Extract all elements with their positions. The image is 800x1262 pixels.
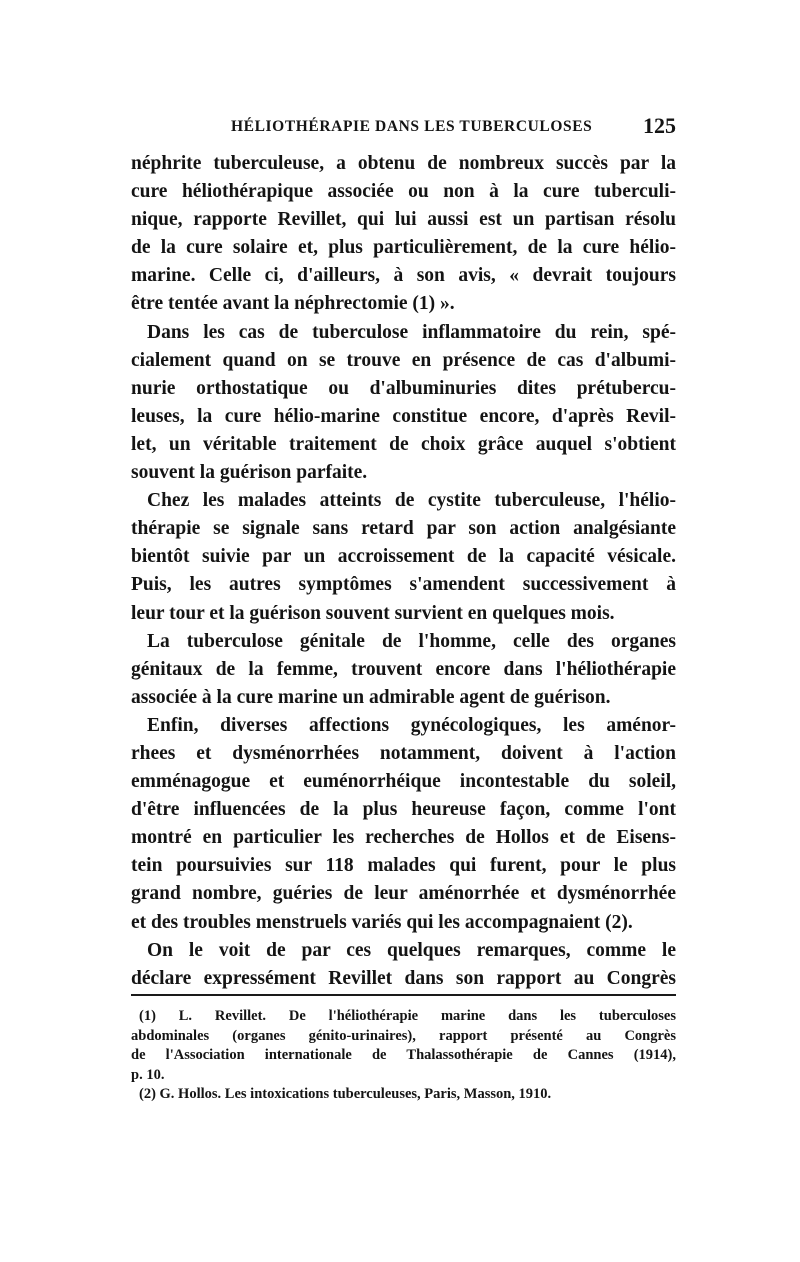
footnote-line: (1) L. Revillet. De l'héliothérapie marine dans les tuberculoses bbox=[139, 1008, 676, 1024]
text-line: La tuberculose génitale de l'homme, celle des organes bbox=[147, 630, 676, 652]
footnotes bbox=[131, 1007, 676, 1105]
text-line: let, un véritable traitement de choix grâce auquel s'obtient bbox=[131, 433, 676, 455]
text-line: Puis, les autres symptômes s'amendent successivement à bbox=[131, 574, 676, 596]
text-line: tein poursuivies sur 118 malades qui furent, pour le plus bbox=[131, 855, 676, 877]
text-line: déclare expressément Revillet dans son rapport au Congrès bbox=[131, 967, 676, 989]
text-line: leuses, la cure hélio-marine constitue encore, d'après Revil- bbox=[131, 405, 676, 427]
footnote-line: p. 10. bbox=[131, 1066, 165, 1083]
page-header bbox=[131, 113, 676, 141]
running-head: HÉLIOTHÉRAPIE DANS LES TUBERCULOSES bbox=[231, 118, 593, 135]
text-line: emménagogue et euménorrhéique incontestable du soleil, bbox=[131, 771, 676, 793]
text-line: néphrite tuberculeuse, a obtenu de nombreux succès par la bbox=[131, 153, 676, 174]
text-line: thérapie se signale sans retard par son action analgésiante bbox=[131, 518, 676, 540]
text-line: Dans les cas de tuberculose inflammatoire du rein, spé- bbox=[147, 321, 676, 343]
text-line: marine. Celle ci, d'ailleurs, à son avis, « devrait toujours bbox=[131, 265, 676, 287]
text-line: nique, rapporte Revillet, qui lui aussi est un partisan résolu bbox=[131, 209, 676, 231]
text-line: souvent la guérison parfaite. bbox=[131, 462, 368, 484]
page-number: 125 bbox=[643, 113, 676, 138]
footnote-rule bbox=[131, 994, 676, 996]
text-line: grand nombre, guéries de leur aménorrhée et dysménorrhée bbox=[131, 883, 676, 905]
text-line: de la cure solaire et, plus particulièrement, de la cure hélio- bbox=[131, 237, 676, 259]
text-line: nurie orthostatique ou d'albuminuries dites prétubercu- bbox=[131, 377, 676, 399]
footnote-line: (2) G. Hollos. Les intoxications tuberculeuses, Paris, Masson, 1910. bbox=[139, 1086, 552, 1102]
text-line: être tentée avant la néphrectomie (1) ». bbox=[131, 293, 455, 315]
text-line: et des troubles menstruels variés qui les accompagnaient (2). bbox=[131, 911, 633, 933]
text-line: cure héliothérapique associée ou non à la cure tuberculi- bbox=[131, 181, 676, 203]
text-line: montré en particulier les recherches de Hollos et de Eisens- bbox=[131, 827, 676, 849]
text-line: Chez les malades atteints de cystite tuberculeuse, l'hélio- bbox=[147, 490, 676, 512]
text-line: d'être influencées de la plus heureuse façon, comme l'ont bbox=[131, 799, 676, 821]
body-text bbox=[131, 150, 676, 993]
text-line: bientôt suivie par un accroissement de la capacité vésicale. bbox=[131, 546, 676, 568]
footnote-line: de l'Association internationale de Thalassothérapie de Cannes (1914), bbox=[131, 1047, 676, 1063]
text-line: rhees et dysménorrhées notamment, doivent à l'action bbox=[131, 742, 676, 764]
text-line: On le voit de par ces quelques remarques, comme le bbox=[147, 939, 676, 961]
text-line: associée à la cure marine un admirable agent de guérison. bbox=[131, 686, 611, 708]
text-line: génitaux de la femme, trouvent encore dans l'héliothérapie bbox=[131, 658, 676, 680]
footnote-line: abdominales (organes génito-urinaires), rapport présenté au Congrès bbox=[131, 1027, 676, 1044]
text-line: leur tour et la guérison souvent survient en quelques mois. bbox=[131, 602, 615, 624]
text-line: Enfin, diverses affections gynécologiques, les aménor- bbox=[147, 714, 676, 736]
text-line: cialement quand on se trouve en présence de cas d'albumi- bbox=[131, 349, 676, 371]
